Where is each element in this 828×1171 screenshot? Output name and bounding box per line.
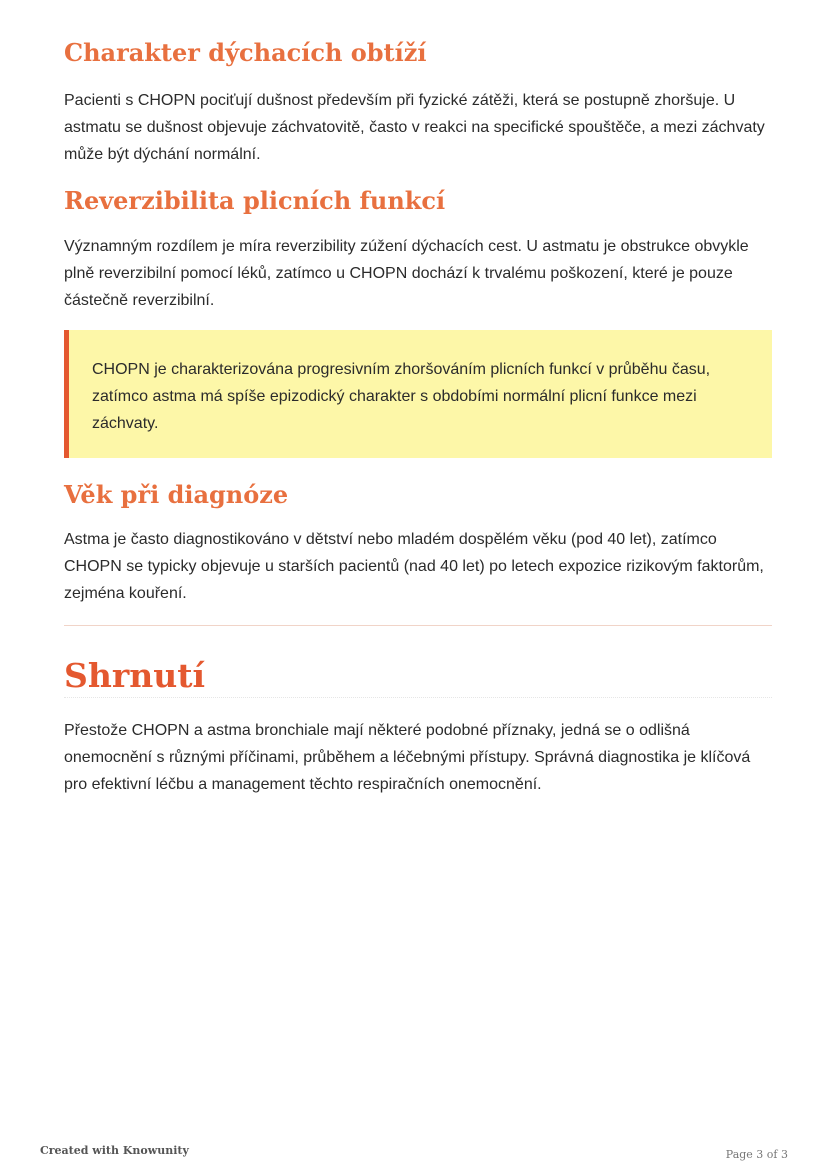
summary-paragraph: Přestože CHOPN a astma bronchiale mají některé podobné příznaky, jedná se o odlišná onemocnění s různými příčinami, průběhem a léčebnými přístupy. Správná diagnostika je klíčová pro efektivní léčbu a management těchto respiračních onemocnění. — [64, 722, 751, 793]
footer-created-with: Created with Knowunity — [40, 1144, 189, 1157]
section-heading-age: Věk při diagnóze — [64, 480, 289, 509]
callout-box — [64, 330, 772, 458]
section-paragraph-reversibility: Významným rozdílem je míra reverzibility zúžení dýchacích cest. U astmatu je obstrukce obvykle plně reverzibilní pomocí léků, zatímco u CHOPN dochází k trvalému poškození, které je pouze částečně reverzibilní. — [64, 238, 749, 309]
section-divider — [64, 625, 772, 626]
callout-text: CHOPN je charakterizována progresivním zhoršováním plicních funkcí v průběhu času, zatímco astma má spíše epizodický charakter s obdobími normální plicní funkce mezi záchvaty. — [92, 361, 711, 432]
section-heading-reversibility: Reverzibilita plicních funkcí — [64, 186, 446, 215]
section-paragraph-age: Astma je často diagnostikováno v dětství nebo mladém dospělém věku (pod 40 let), zatímco CHOPN se typicky objevuje u starších pacientů (nad 40 let) po letech expozice rizikovým faktorům, zejména kouření. — [64, 531, 764, 602]
section-heading-breathing: Charakter dýchacích obtíží — [64, 38, 427, 67]
summary-title: Shrnutí — [64, 656, 205, 695]
section-paragraph-breathing: Pacienti s CHOPN pociťují dušnost především při fyzické zátěži, která se postupně zhoršuje. U astmatu se dušnost objevuje záchvatovitě, často v reakci na specifické spouštěče, a mezi záchvaty může být dýchání normální. — [64, 92, 765, 163]
footer-page-number: Page 3 of 3 — [725, 1148, 788, 1161]
summary-title-underline — [64, 697, 772, 698]
